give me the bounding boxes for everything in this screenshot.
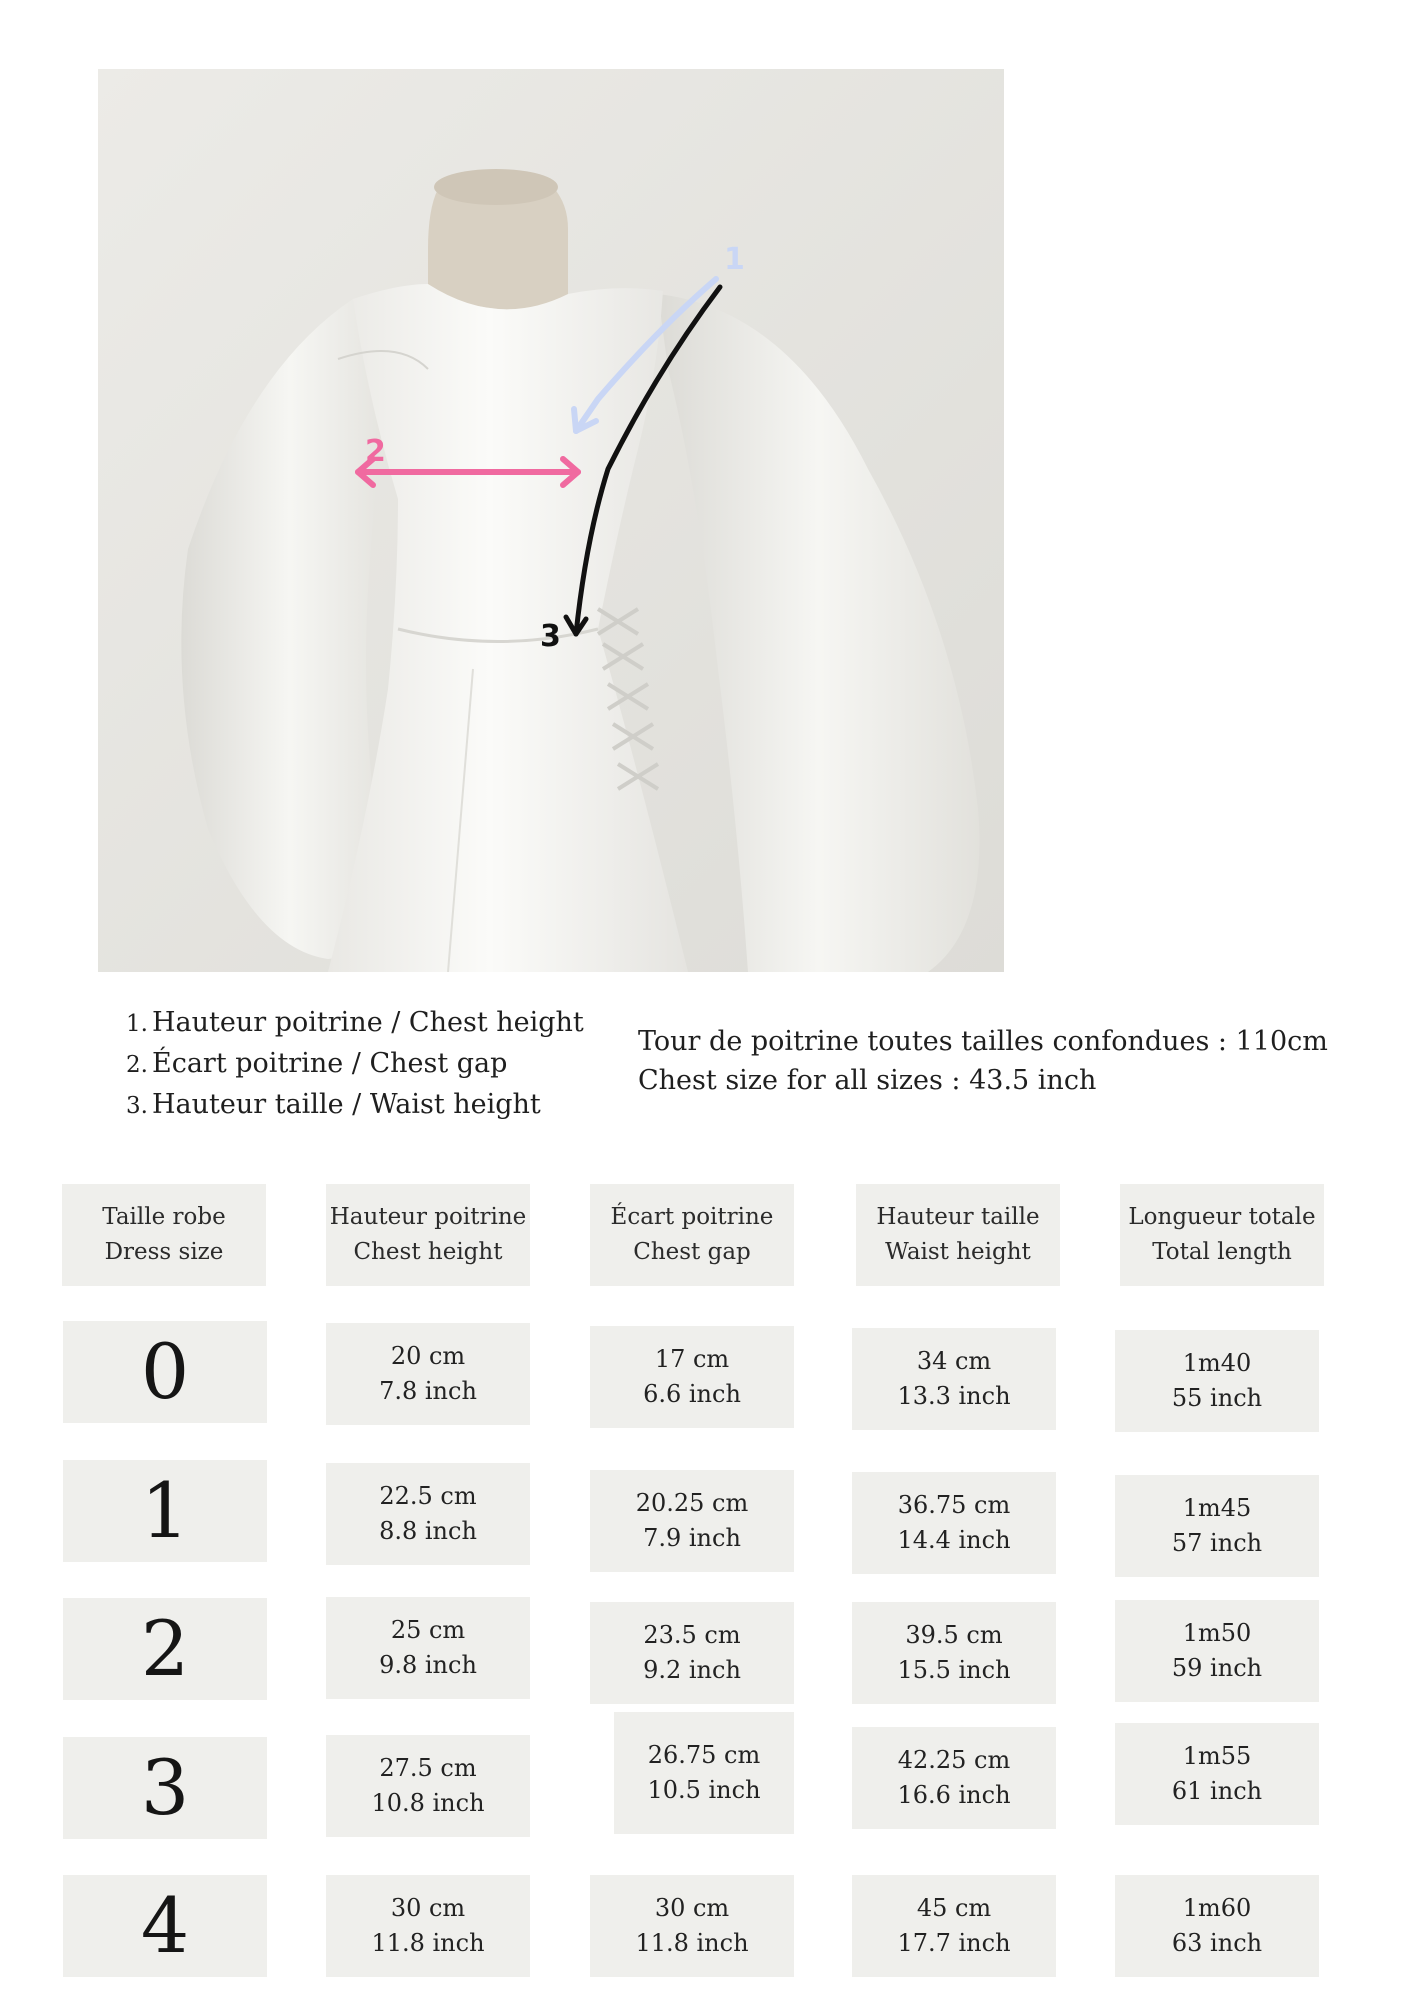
chest-height-cell: 22.5 cm 8.8 inch [326,1463,530,1565]
chest-gap-cell: 17 cm 6.6 inch [590,1326,794,1428]
size-cell: 3 [63,1737,267,1839]
header-chest-gap: Écart poitrine Chest gap [590,1184,794,1286]
dress-illustration [98,69,1004,972]
size-cell: 4 [63,1875,267,1977]
total-length-cell: 1m55 61 inch [1115,1723,1319,1825]
header-chest-height: Hauteur poitrine Chest height [326,1184,530,1286]
chest-height-cell: 25 cm 9.8 inch [326,1597,530,1699]
chest-gap-cell: 26.75 cm 10.5 inch [614,1712,794,1834]
chest-size-fr: Tour de poitrine toutes tailles confondues : 110cm [638,1026,1328,1057]
legend-item: 3. Hauteur taille / Waist height [126,1089,541,1120]
total-length-cell: 1m60 63 inch [1115,1875,1319,1977]
chest-size-note [638,1022,1328,1100]
chest-height-cell: 20 cm 7.8 inch [326,1323,530,1425]
chest-height-cell: 27.5 cm 10.8 inch [326,1735,530,1837]
mannequin-neck [428,187,568,310]
chest-gap-cell: 20.25 cm 7.9 inch [590,1470,794,1572]
measurement-legend [122,1003,584,1126]
header-waist-height: Hauteur taille Waist height [856,1184,1060,1286]
waist-height-cell: 45 cm 17.7 inch [852,1875,1056,1977]
size-cell: 1 [63,1460,267,1562]
legend-item: 2. Écart poitrine / Chest gap [126,1048,508,1079]
marker-2: 2 [365,434,386,469]
marker-3: 3 [540,619,561,654]
total-length-cell: 1m40 55 inch [1115,1330,1319,1432]
chest-gap-cell: 30 cm 11.8 inch [590,1875,794,1977]
size-cell: 2 [63,1598,267,1700]
total-length-cell: 1m45 57 inch [1115,1475,1319,1577]
size-cell: 0 [63,1321,267,1423]
legend-item: 1. Hauteur poitrine / Chest height [126,1007,584,1038]
chest-height-cell: 30 cm 11.8 inch [326,1875,530,1977]
marker-1: 1 [724,242,745,277]
waist-height-cell: 39.5 cm 15.5 inch [852,1602,1056,1704]
header-total-length: Longueur totale Total length [1120,1184,1324,1286]
header-dress-size: Taille robe Dress size [62,1184,266,1286]
mannequin-top [434,169,558,205]
dress-photo [98,69,1004,972]
chest-gap-cell: 23.5 cm 9.2 inch [590,1602,794,1704]
waist-height-cell: 42.25 cm 16.6 inch [852,1727,1056,1829]
total-length-cell: 1m50 59 inch [1115,1600,1319,1702]
chest-size-en: Chest size for all sizes : 43.5 inch [638,1065,1097,1096]
waist-height-cell: 36.75 cm 14.4 inch [852,1472,1056,1574]
waist-height-cell: 34 cm 13.3 inch [852,1328,1056,1430]
